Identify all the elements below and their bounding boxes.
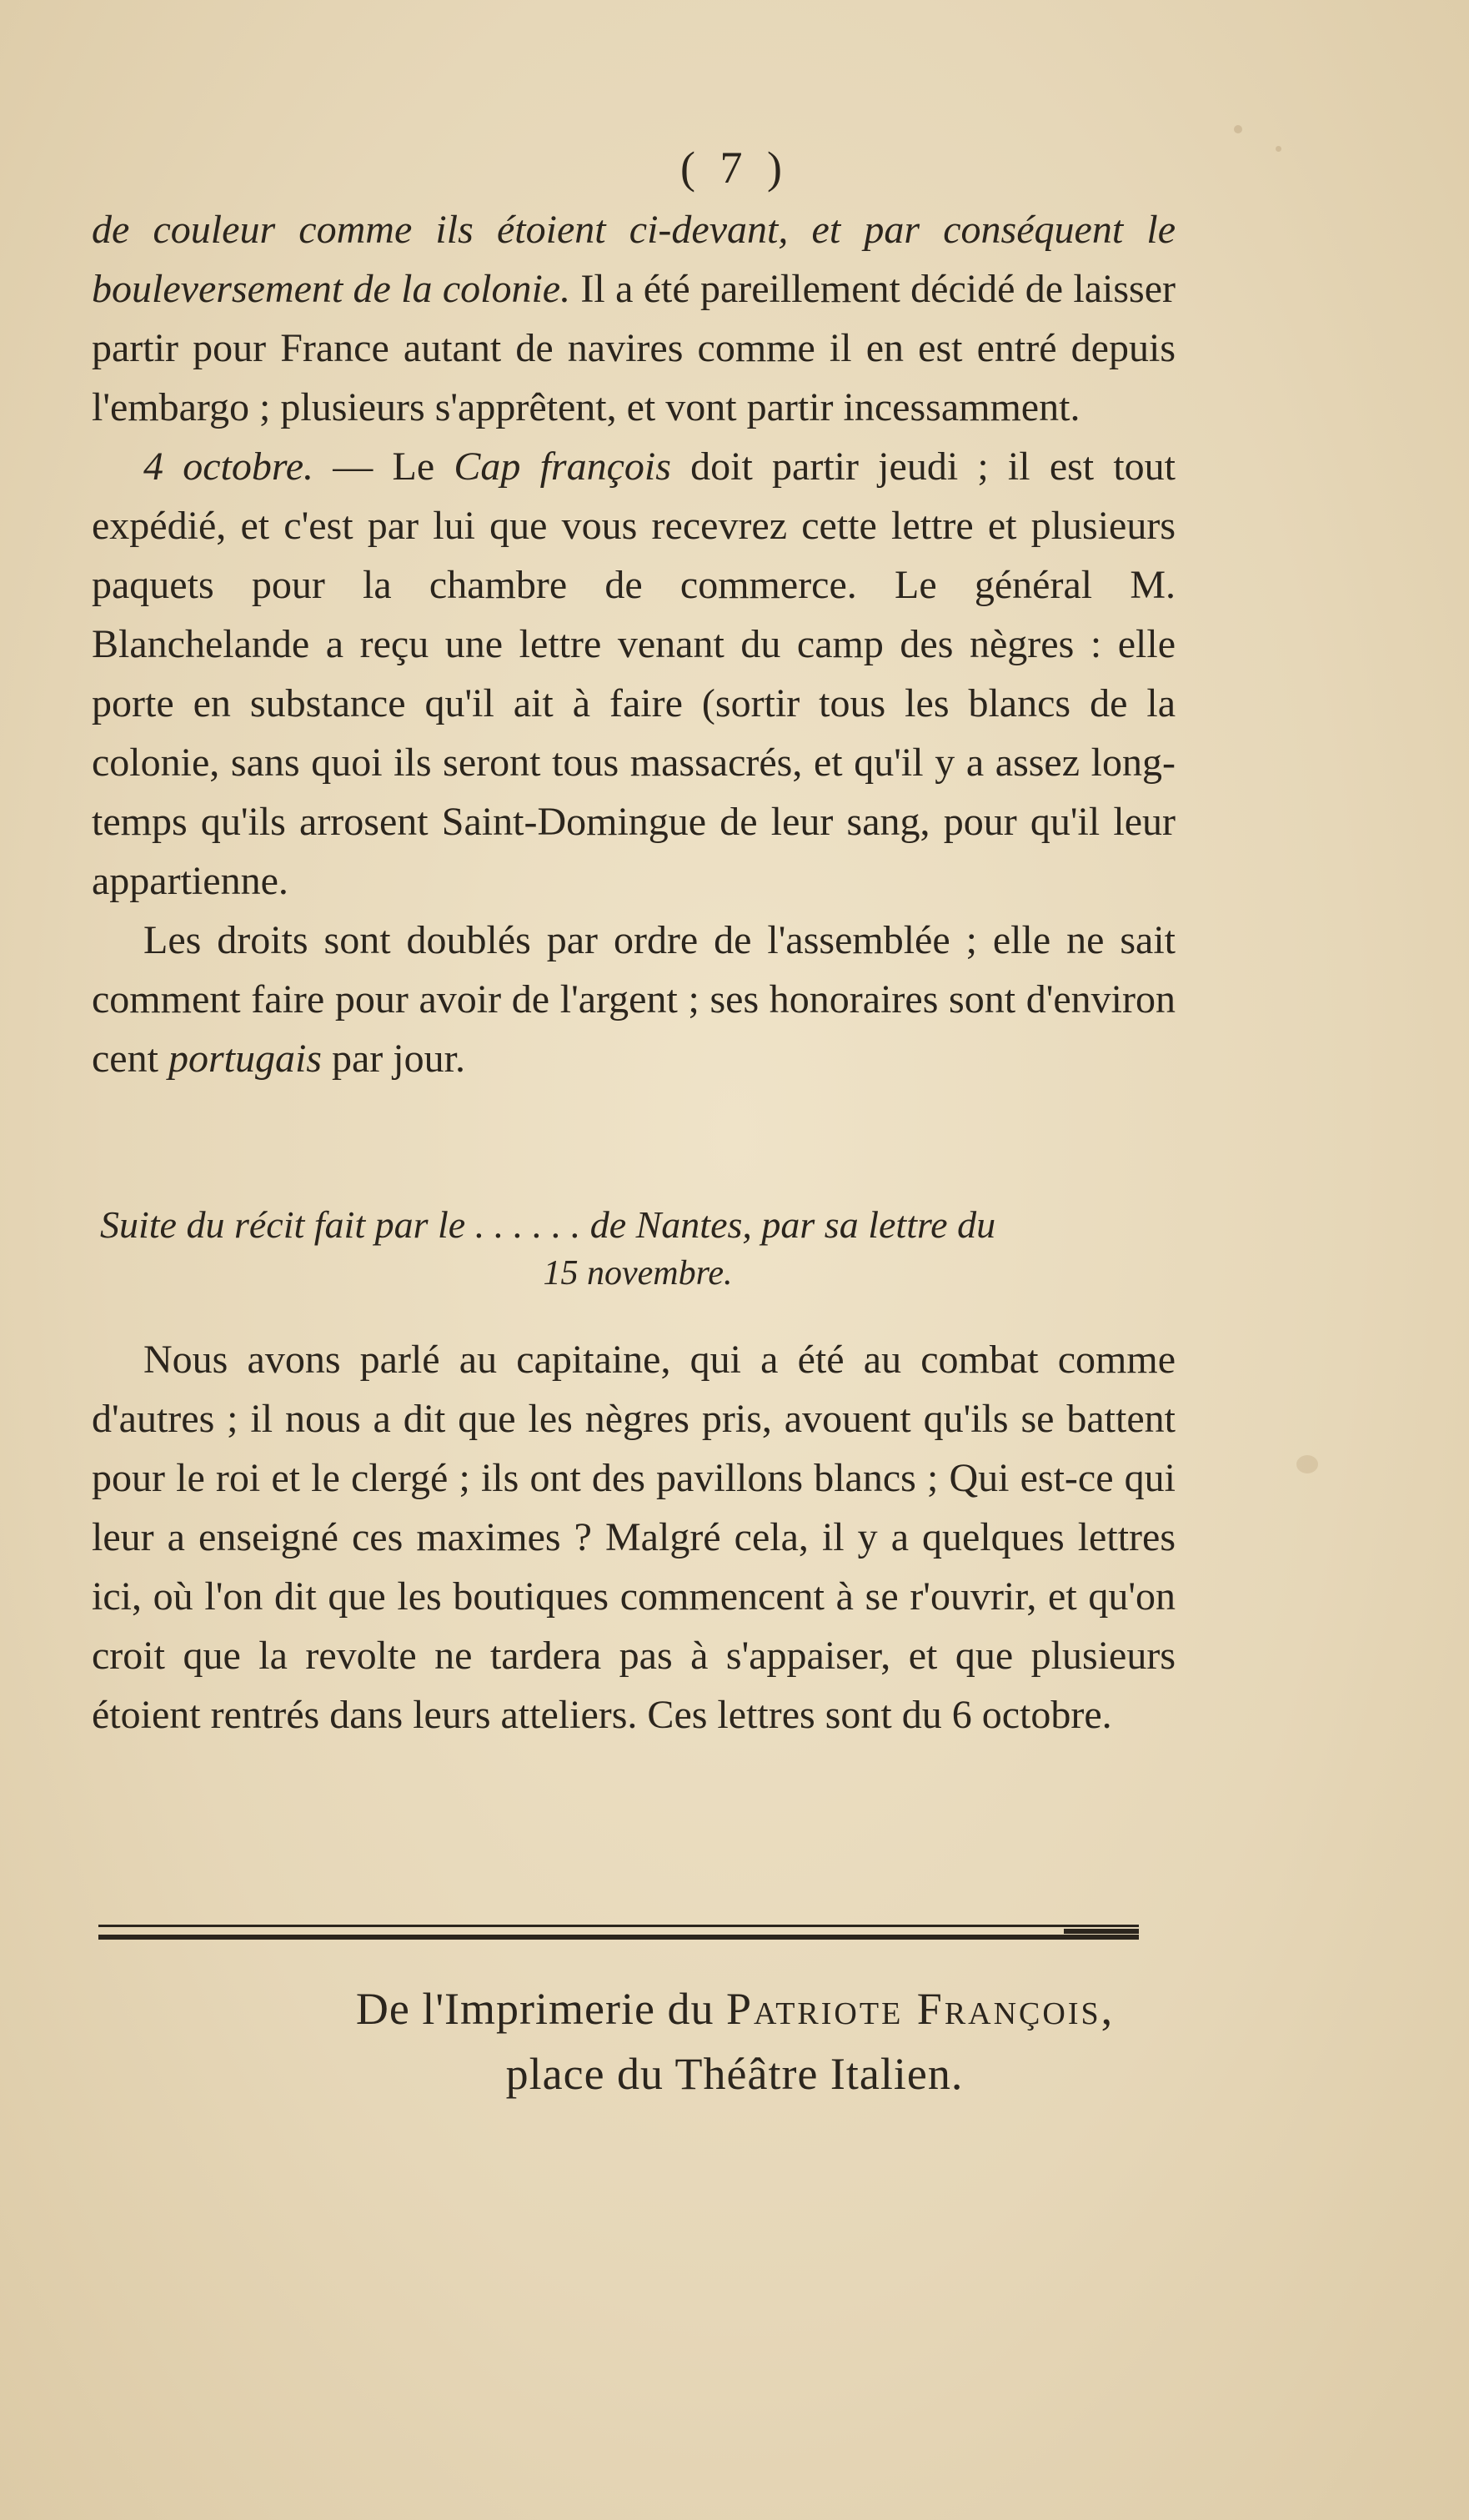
body-text-bottom [92,1330,1176,1744]
paper-stain [1234,125,1242,133]
paragraph-text: Les droits sont doublés par ordre de l'assemblée ; elle ne sait comment faire pour avoir de l'argent ; ses honoraires sont d'environ cent [92,918,1176,1081]
section-heading-line-1: Suite du récit fait par le . . . . . . de Nantes, par sa lettre du [100,1203,996,1246]
section-heading-line-2: 15 novembre. [543,1254,733,1293]
body-text-top [92,200,1176,1088]
closing-rule [98,1925,1139,1940]
page-number: ( 7 ) [680,143,789,193]
paragraph-text: Il a été pareillement décidé de laisser partir pour France autant de navires comme il en est entré depuis l'embargo ; plusieurs s'apprêtent, et vont partir incessamment. [92,267,1176,429]
imprint-line-2: place du Théâtre Italien. [505,2049,964,2099]
paragraph-dated-entry [92,437,1176,911]
paragraph-text: doit partir jeudi ; il est tout expédié, et c'est par lui que vous recevrez cette lettre et plusieurs paquets pour la chambre de commerce. Le général M. Blanchelande a reçu une lettre venant du camp des nègres : elle porte en substance qu'il ait à faire (sortir tous les blancs de la colonie, sans quoi ils seront tous massacrés, et qu'il y a assez long-temps qu'ils arrosent Saint-Domingue de leur sang, pour qu'il leur appartienne. [92,444,1176,903]
entry-date: 4 octobre. [143,444,314,489]
paper-stain [1296,1455,1318,1473]
printer-imprint [0,1976,1469,2106]
italic-opening: de couleur comme ils étoient ci-devant, et par conséquent le bouleversement de la colonie. [92,208,1176,311]
section-heading [100,1201,1176,1298]
paragraph-text: par jour. [321,1037,465,1081]
paragraph-duties [92,911,1176,1088]
press-name: Patriote François [725,1984,1101,2034]
imprint-prefix: De l'Imprimerie du [355,1984,726,2034]
paragraph-captain-report: Nous avons parlé au capitaine, qui a été au combat comme d'autres ; il nous a dit que les nègres pris, avouent qu'ils se battent pour le roi et le clergé ; ils ont des pavillons blancs ; Qui est-ce qui leur a enseigné ces maximes ? Malgré cela, il y a quelques lettres ici, où l'on dit que les boutiques commencent à se r'ouvrir, et qu'on croit que la revolte ne tardera pas à s'appaiser, et que plusieurs étoient rentrés dans leurs atteliers. Ces lettres sont du 6 octobre. [92,1338,1176,1737]
paragraph-continuation [92,200,1176,437]
ship-name: Cap françois [454,444,671,489]
imprint-line-1 [0,1976,1469,2041]
currency-word: portugais [168,1037,322,1081]
dash-text: — Le [313,444,454,489]
imprint-suffix: , [1100,1984,1114,2034]
